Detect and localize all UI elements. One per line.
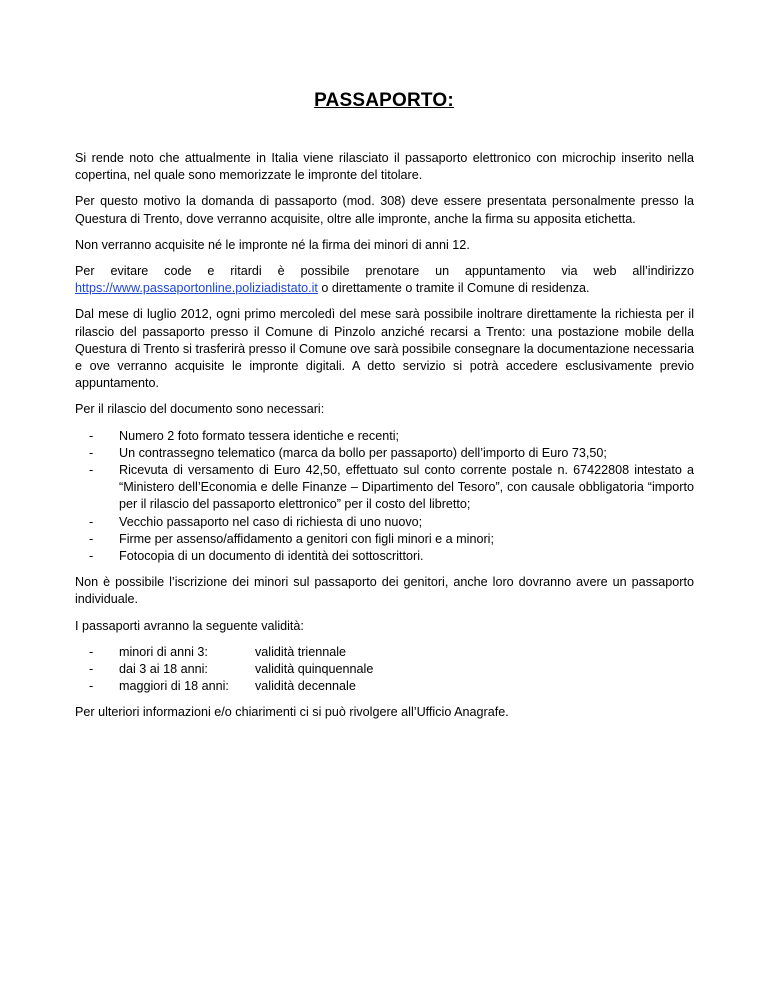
- page-title: PASSAPORTO:: [314, 90, 454, 111]
- validity-age: maggiori di 18 anni:: [119, 679, 229, 694]
- dash-bullet: -: [89, 428, 94, 443]
- dash-bullet: -: [89, 662, 94, 677]
- luglio-paragraph: Dal mese di luglio 2012, ogni primo mercoledì del mese sarà possibile inoltrare direttamente la richiesta per il rilascio del passaporto presso il Comune di Pinzolo anziché recarsi a Trento: una postazione mobile della Questura di Trento si trasferirà presso il Comune ove sarà possibile consegnare la documentazione necessaria e ove verranno acquisite le impronte digitali. A detto servizio si potrà accedere esclusivamente previo appuntamento.: [75, 307, 694, 391]
- requirements-list: [75, 428, 694, 566]
- requirements-intro: Per il rilascio del documento sono necessari:: [75, 402, 325, 417]
- prenotazione-paragraph: [75, 263, 694, 297]
- list-item: - Firme per assenso/affidamento a genitori con figli minori e a minori;: [75, 531, 694, 548]
- validity-intro: I passaporti avranno la seguente validità:: [75, 618, 304, 633]
- list-item: - Ricevuta di versamento di Euro 42,50, effettuato sul conto corrente postale n. 67422808 intestato a “Ministero dell’Economia e delle Finanze – Dipartimento del Tesoro”, con causale obbligatoria “importo per il rilascio del passaporto elettronico” per il costo del libretto;: [89, 463, 694, 512]
- dash-bullet: -: [89, 445, 94, 460]
- prenotazione-text-before: Per evitare code e ritardi è possibile prenotare un appuntamento via web all’indirizzo: [75, 264, 694, 279]
- document-body: [75, 150, 694, 731]
- list-item: - Numero 2 foto formato tessera identiche e recenti;: [75, 428, 694, 445]
- intro-paragraph: Si rende noto che attualmente in Italia viene rilasciato il passaporto elettronico con microchip inserito nella copertina, nel quale sono memorizzate le impronte del titolare.: [75, 151, 694, 183]
- info-paragraph: Per ulteriori informazioni e/o chiarimenti ci si può rivolgere all’Ufficio Anagrafe.: [75, 705, 509, 720]
- iscrizione-paragraph: Non è possibile l’iscrizione dei minori sul passaporto dei genitori, anche loro dovranno avere un passaporto individuale.: [75, 575, 694, 607]
- questura-paragraph: Per questo motivo la domanda di passaporto (mod. 308) deve essere presentata personalmente presso la Questura di Trento, dove verranno acquisite, oltre alle impronte, anche la firma su apposita etichetta.: [75, 194, 694, 226]
- dash-bullet: -: [89, 463, 94, 478]
- dash-bullet: -: [89, 531, 94, 546]
- minori-paragraph: Non verranno acquisite né le impronte né la firma dei minori di anni 12.: [75, 237, 470, 252]
- list-item: - Fotocopia di un documento di identità dei sottoscrittori.: [75, 548, 694, 565]
- passaportonline-link[interactable]: https://www.passaportonline.poliziadistato.it: [75, 281, 318, 296]
- list-item: - Vecchio passaporto nel caso di richiesta di uno nuovo;: [75, 514, 694, 531]
- validity-age: dai 3 ai 18 anni:: [119, 662, 208, 677]
- validity-row: [75, 644, 694, 661]
- validity-age: minori di anni 3:: [119, 644, 208, 659]
- dash-bullet: -: [89, 514, 94, 529]
- dash-bullet: -: [89, 549, 94, 564]
- dash-bullet: -: [89, 644, 94, 659]
- validity-row: [75, 661, 694, 678]
- validity-duration: validità quinquennale: [255, 662, 374, 677]
- validity-duration: validità decennale: [255, 679, 356, 694]
- prenotazione-text-after: o direttamente o tramite il Comune di residenza.: [317, 281, 590, 296]
- dash-bullet: -: [89, 679, 94, 694]
- validity-duration: validità triennale: [255, 644, 347, 659]
- validity-row: [75, 678, 694, 695]
- validity-list: [75, 644, 694, 696]
- list-item: - Un contrassegno telematico (marca da bollo per passaporto) dell’importo di Euro 73,50;: [75, 445, 694, 462]
